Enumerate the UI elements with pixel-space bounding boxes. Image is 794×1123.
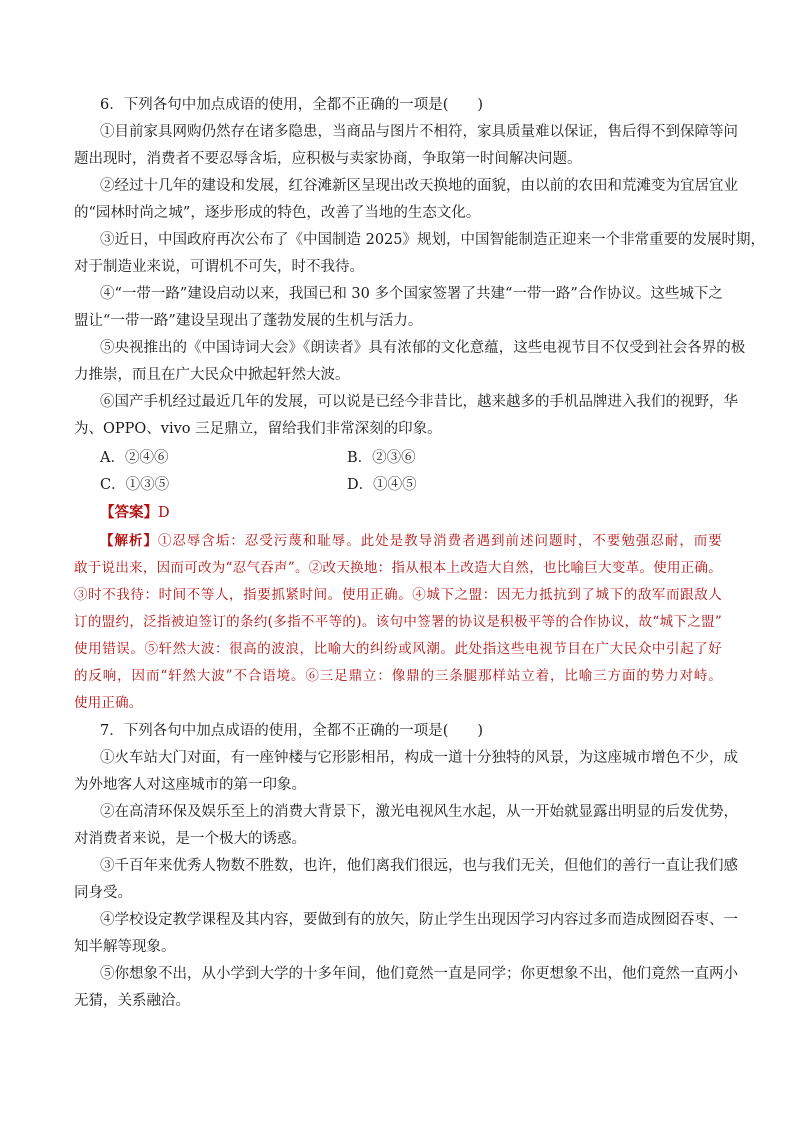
q7-item-1-line-1: ①火车站大门对面，有一座钟楼与它形影相吊，构成一道十分独特的风景，为这座城市增色不少，成 (100, 750, 738, 766)
q6-analysis-line-4: 订的盟约，泛指被迫签订的条约(多指不平等的)。该句中签署的协议是积极平等的合作协议，故“城下之盟” (74, 614, 722, 630)
q6-answer (100, 503, 748, 523)
q6-option-c: C．①③⑤ (100, 477, 170, 493)
q6-item-5-line-2: 力推崇，而且在广大民众中掀起轩然大波。 (74, 367, 350, 383)
q6-item-2-line-1: ②经过十几年的建设和发展，红谷滩新区呈现出改天换地的面貌，由以前的农田和荒滩变为宜居宜业 (100, 178, 738, 194)
analysis-label: 【解析】 (100, 533, 158, 549)
q6-item-6-line-2: 为、OPPO、vivo 三足鼎立，留给我们非常深刻的印象。 (74, 421, 442, 437)
answer-label: 【答案】 (100, 504, 158, 521)
q6-analysis-line-7: 使用正确。 (74, 695, 143, 711)
q7-item-1-line-2: 为外地客人对这座城市的第一印象。 (74, 777, 306, 793)
q6-analysis-line-5: 使用错误。⑤轩然大波：很高的波浪，比喻大的纠纷或风潮。此处指这些电视节目在广大民众中引起了好 (74, 641, 722, 657)
q6-option-b: B．②③⑥ (347, 450, 416, 466)
q6-item-5-line-1: ⑤央视推出的《中国诗词大会》《朗读者》具有浓郁的文化意蕴，这些电视节目不仅受到社会各界的极 (100, 340, 746, 356)
q7-item-4-line-1: ④学校设定教学课程及其内容，要做到有的放矢，防止学生出现因学习内容过多而造成囫囵吞枣、一 (100, 912, 738, 928)
q7-stem: 7．下列各句中加点成语的使用，全都不正确的一项是( ) (100, 723, 484, 739)
q6-analysis-line-6: 的反响，因而“轩然大波”不合语境。⑥三足鼎立：像鼎的三条腿那样站立着，比喻三方面的势力对峙。 (74, 668, 722, 684)
q7-item-3-line-1: ③千百年来优秀人物数不胜数，也许，他们离我们很远，也与我们无关，但他们的善行一直让我们感 (100, 858, 738, 874)
q6-item-3-line-1: ③近日，中国政府再次公布了《中国制造 2025》规划，中国智能制造正迎来一个非常重要的发展时期， (100, 232, 766, 248)
q7-item-3-line-2: 同身受。 (74, 885, 132, 901)
q6-item-6-line-1: ⑥国产手机经过最近几年的发展，可以说是已经今非昔比，越来越多的手机品牌进入我们的视野，华 (100, 394, 738, 410)
q7-item-4-line-2: 知半解等现象。 (74, 939, 176, 955)
q6-item-2-line-2: 的“园林时尚之城”，逐步形成的特色，改善了当地的生态文化。 (74, 205, 481, 221)
q6-item-4-line-2: 盟让“一带一路”建设呈现出了蓬勃发展的生机与活力。 (74, 313, 423, 329)
q6-stem: 6．下列各句中加点成语的使用，全都不正确的一项是( ) (100, 97, 484, 113)
q7-item-5-line-2: 无猜，关系融洽。 (74, 993, 190, 1009)
q6-item-1-line-1: ①目前家具网购仍然存在诸多隐患，当商品与图片不相符，家具质量难以保证，售后得不到保障等问 (100, 124, 738, 140)
q6-analysis-line-3: ③时不我待：时间不等人，指要抓紧时间。使用正确。④城下之盟：因无力抵抗到了城下的敌军而跟敌人 (74, 587, 722, 603)
q6-item-1-line-2: 题出现时，消费者不要忍辱含垢，应积极与卖家协商，争取第一时间解决问题。 (74, 151, 582, 167)
q7-item-5-line-1: ⑤你想象不出，从小学到大学的十多年间，他们竟然一直是同学；你更想象不出，他们竟然一直两小 (100, 966, 738, 982)
q7-item-2-line-1: ②在高清环保及娱乐至上的消费大背景下，激光电视风生水起，从一开始就显露出明显的后发优势， (100, 804, 738, 820)
q6-item-3-line-2: 对于制造业来说，可谓机不可失，时不我待。 (74, 259, 364, 275)
q7-item-2-line-2: 对消费者来说，是一个极大的诱惑。 (74, 831, 306, 847)
q6-analysis-line-2: 敢于说出来，因而可改为“忍气吞声”。②改天换地：指从根本上改造大自然，也比喻巨大变革。使用正确。 (74, 560, 722, 576)
q6-option-d: D．①④⑤ (347, 477, 417, 493)
q6-analysis-line-1 (100, 531, 722, 551)
analysis-text-1: ①忍辱含垢：忍受污蔑和耻辱。此处是教导消费者遇到前述问题时，不要勉强忍耐，而要 (157, 533, 722, 549)
q6-option-a: A．②④⑥ (100, 450, 169, 466)
q6-item-4-line-1: ④“一带一路”建设启动以来，我国已和 30 多个国家签署了共建“一带一路”合作协议。这些城下之 (100, 286, 723, 302)
answer-value: D (158, 505, 170, 521)
